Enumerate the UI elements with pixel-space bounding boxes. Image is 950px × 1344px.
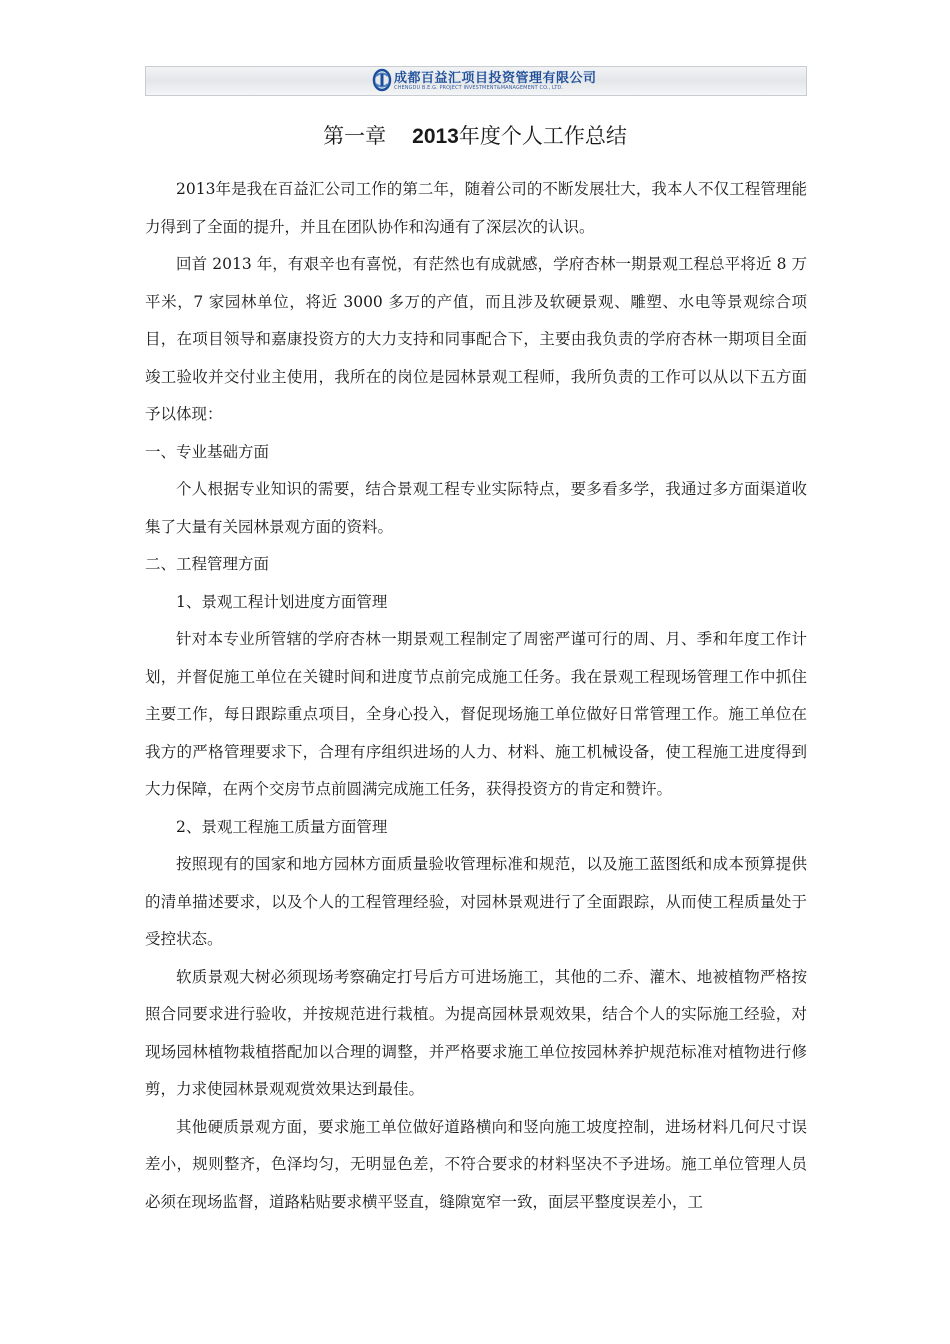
section-heading-management: 二、工程管理方面 [145,555,270,573]
quality-paragraph-standards: 按照现有的国家和地方园林方面质量验收管理标准和规范，以及施工蓝图纸和成本预算提供的清单描述要求，以及个人的工程管理经验，对园林景观进行了全面跟踪，从而使工程质量处于受控状态。 [145,855,807,948]
title-chapter: 第一章 [323,124,387,148]
company-logo [372,66,597,96]
title-year: 2013 [412,125,459,148]
schedule-paragraph: 针对本专业所管辖的学府杏林一期景观工程制定了周密严谨可行的周、月、季和年度工作计划，并督促施工单位在关键时间和进度节点前完成施工任务。我在景观工程现场管理工作中抓住主要工作，每日跟踪重点项目，全身心投入，督促现场施工单位做好日常管理工作。施工单位在我方的严格管理要求下，合理有序组织进场的人力、材料、施工机械设备，使工程施工进度得到大力保障，在两个交房节点前圆满完成施工任务，获得投资方的肯定和赞许。 [145,630,807,798]
title-text: 年度个人工作总结 [458,124,627,148]
section-heading-professional: 一、专业基础方面 [145,442,270,461]
subsection-heading-schedule: 1、景观工程计划进度方面管理 [176,592,388,611]
quality-paragraph-hardscape: 其他硬质景观方面，要求施工单位做好道路横向和竖向施工坡度控制，进场材料几何尺寸误差小，规则整齐，色泽均匀，无明显色差，不符合要求的材料坚决不予进场。施工单位管理人员必须在现场监督，道路粘贴要求横平竖直，缝隙宽窄一致，面层平整度误差小，工 [145,1117,807,1211]
intro-paragraph: 2013年是我在百益汇公司工作的第二年，随着公司的不断发展壮大，我本人不仅工程管理能力得到了全面的提升，并且在团队协作和沟通有了深层次的认识。 [145,180,807,236]
company-name-cn: 成都百益汇项目投资管理有限公司 [394,71,597,86]
professional-paragraph: 个人根据专业知识的需要，结合景观工程专业实际特点，要多看多学，我通过多方面渠道收集了大量有关园林景观方面的资料。 [145,480,807,536]
company-logo-icon [372,68,392,92]
review-paragraph: 回首 2013 年，有艰辛也有喜悦，有茫然也有成就感，学府杏林一期景观工程总平将近 8 万平米，7 家园林单位，将近 3000 多万的产值，而且涉及软硬景观、雕塑、水电等景观综合项目，在项目领导和嘉康投资方的大力支持和同事配合下，主要由我负责的学府杏林一期项目全面竣工验收并交付业主使用，我所在的岗位是园林景观工程师，我所负责的工作可以从以下五方面予以体现： [145,255,807,423]
page-title [0,123,950,150]
quality-paragraph-softscape: 软质景观大树必须现场考察确定打号后方可进场施工，其他的二乔、灌木、地被植物严格按照合同要求进行验收，并按规范进行栽植。为提高园林景观效果，结合个人的实际施工经验，对现场园林植物栽植搭配加以合理的调整，并严格要求施工单位按园林养护规范标准对植物进行修剪，力求使园林景观观赏效果达到最佳。 [145,967,807,1098]
company-name-en: CHENGDU B.E.G. PROJECT INVESTMENT&MANAGEMENT CO., LTD. [394,85,564,91]
document-body [145,171,807,1221]
subsection-heading-quality: 2、景观工程施工质量方面管理 [176,817,388,836]
